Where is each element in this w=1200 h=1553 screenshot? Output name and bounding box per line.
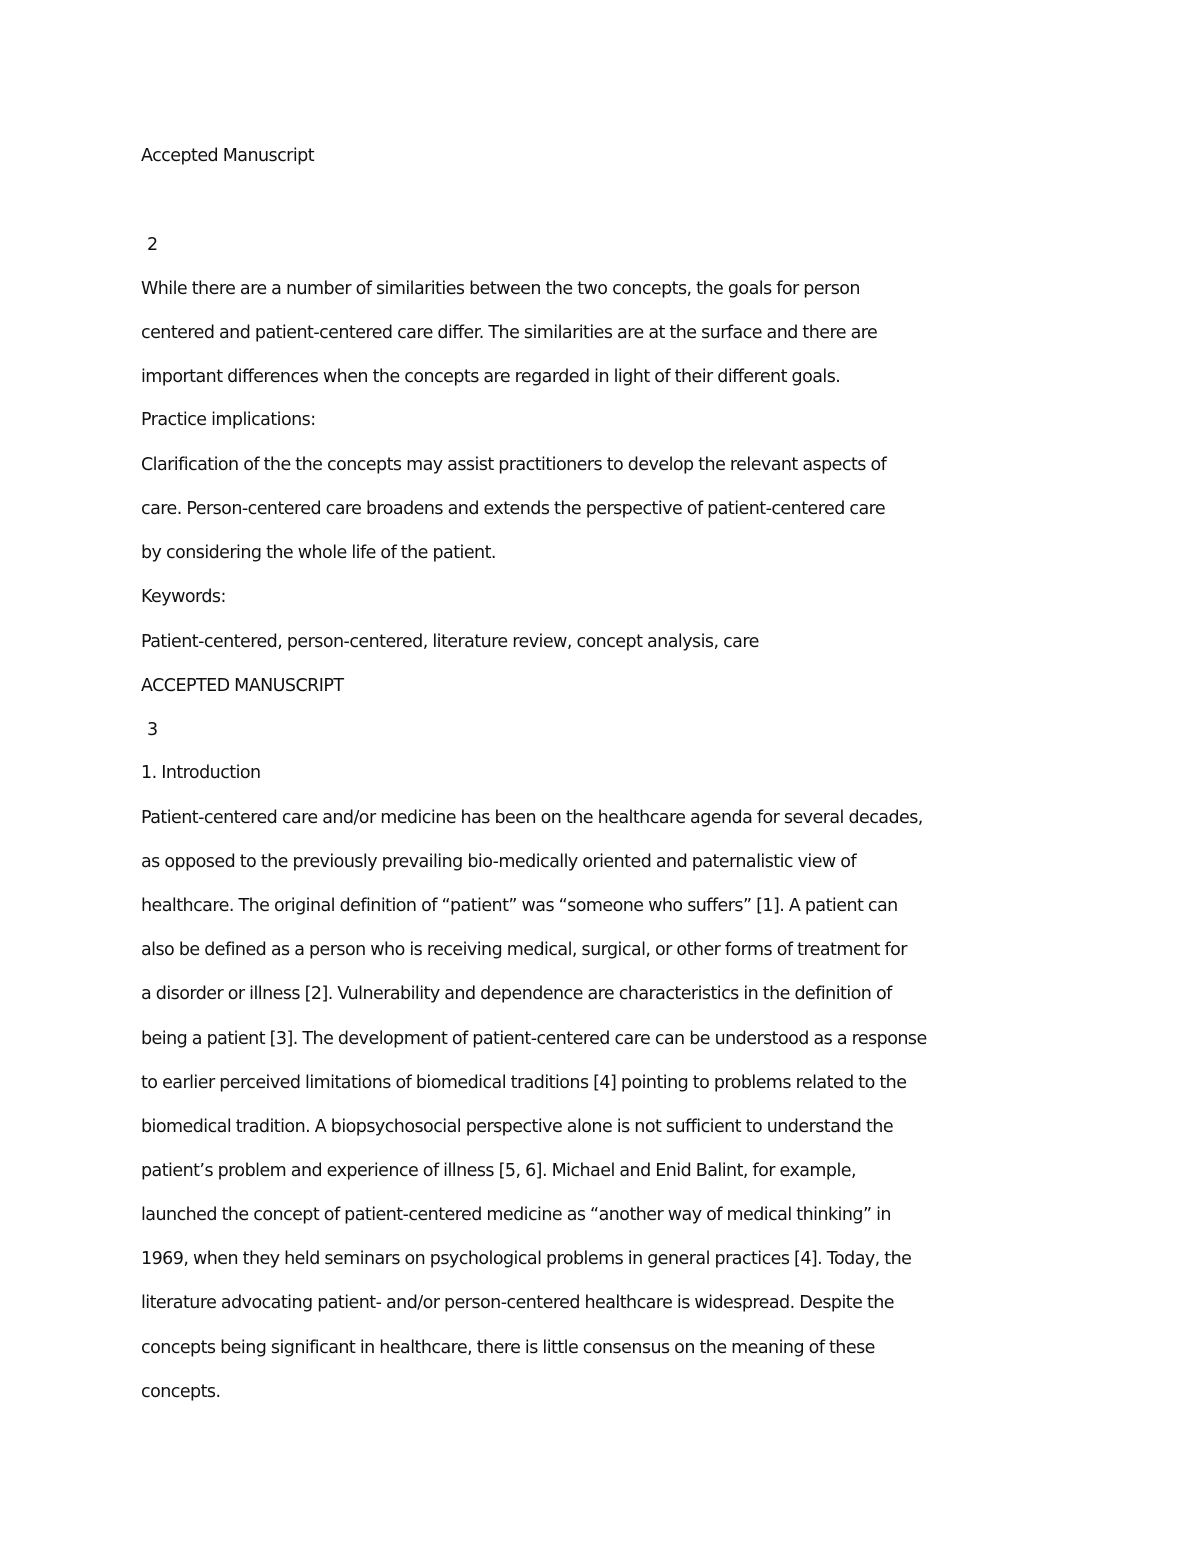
introduction-line: also be defined as a person who is receiving medical, surgical, or other forms of treatment for (141, 940, 907, 960)
introduction-line: concepts being significant in healthcare, there is little consensus on the meaning of these (141, 1338, 875, 1358)
introduction-line: a disorder or illness [2]. Vulnerability and dependence are characteristics in the definition of (141, 984, 892, 1004)
introduction-line: patient’s problem and experience of illness [5, 6]. Michael and Enid Balint, for example, (141, 1161, 857, 1181)
practice-implications-line: by considering the whole life of the patient. (141, 543, 496, 563)
introduction-line: launched the concept of patient-centered medicine as “another way of medical thinking” in (141, 1205, 891, 1225)
abstract-line: While there are a number of similarities between the two concepts, the goals for person (141, 279, 860, 299)
running-head: Accepted Manuscript (141, 146, 315, 166)
introduction-line: biomedical tradition. A biopsychosocial perspective alone is not sufficient to understand the (141, 1117, 894, 1137)
introduction-line: 1969, when they held seminars on psychological problems in general practices [4]. Today, the (141, 1249, 912, 1269)
introduction-line: healthcare. The original definition of “patient” was “someone who suffers” [1]. A patient can (141, 896, 898, 916)
introduction-line: being a patient [3]. The development of patient-centered care can be understood as a response (141, 1029, 927, 1049)
practice-implications-line: care. Person-centered care broadens and extends the perspective of patient-centered care (141, 499, 886, 519)
introduction-line: as opposed to the previously prevailing bio-medically oriented and paternalistic view of (141, 852, 857, 872)
practice-implications-line: Clarification of the the concepts may assist practitioners to develop the relevant aspects of (141, 455, 887, 475)
introduction-line: concepts. (141, 1382, 221, 1402)
practice-implications-heading: Practice implications: (141, 410, 316, 430)
introduction-line: literature advocating patient- and/or person-centered healthcare is widespread. Despite the (141, 1293, 895, 1313)
keywords-heading: Keywords: (141, 587, 226, 607)
keywords-text: Patient-centered, person-centered, literature review, concept analysis, care (141, 632, 759, 652)
section-heading-introduction: 1. Introduction (141, 763, 261, 783)
introduction-line: to earlier perceived limitations of biomedical traditions [4] pointing to problems related to the (141, 1073, 907, 1093)
page-number: 3 (147, 720, 158, 740)
abstract-line: important differences when the concepts are regarded in light of their different goals. (141, 367, 841, 387)
introduction-line: Patient-centered care and/or medicine has been on the healthcare agenda for several decades, (141, 808, 923, 828)
abstract-line: centered and patient-centered care differ. The similarities are at the surface and there are (141, 323, 878, 343)
page-number: 2 (147, 235, 158, 255)
running-head: ACCEPTED MANUSCRIPT (141, 676, 344, 696)
